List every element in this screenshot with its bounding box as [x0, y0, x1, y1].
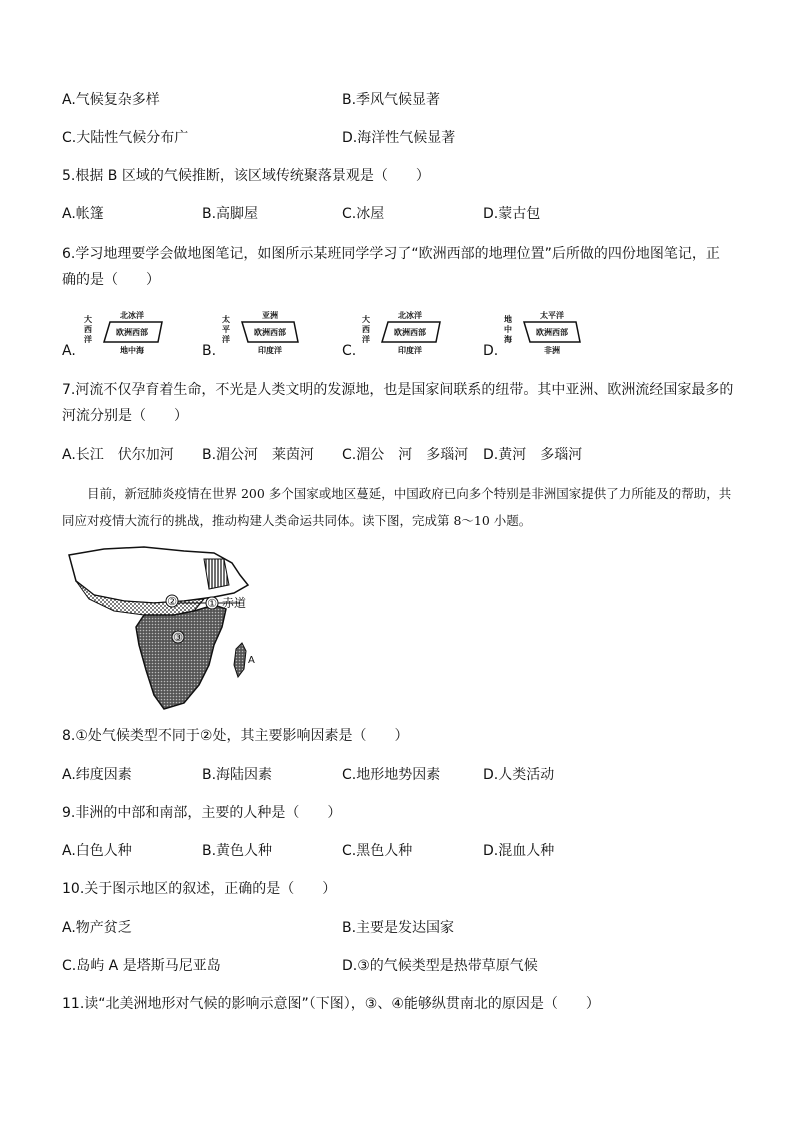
q4-option-d: D.海洋性气候显著	[342, 130, 456, 146]
map-equator-label: 赤道	[222, 596, 247, 610]
q8-option-d: D.人类活动	[483, 767, 555, 783]
q6-option-a-diagram	[80, 308, 175, 356]
q8-option-a: A.纬度因素	[62, 767, 132, 783]
q5-option-b: B.高脚屋	[202, 206, 259, 222]
q4-option-c: C.大陆性气候分布广	[62, 130, 189, 146]
q6-option-b-diagram	[218, 308, 313, 356]
q6-option-c-label: C.	[342, 343, 357, 359]
q6-a-left-2: 西	[84, 325, 92, 334]
q8-option-c: C.地形地势因素	[342, 767, 441, 783]
q6-stem-line2: 确的是（ ）	[62, 272, 160, 288]
map-label-3: ③	[173, 631, 183, 644]
q6-d-center: 欧洲西部	[536, 328, 568, 337]
q6-option-d-diagram	[500, 308, 595, 356]
q8-option-b: B.海陆因素	[202, 767, 273, 783]
q6-b-left-3: 洋	[222, 335, 230, 344]
q6-c-left-2: 西	[362, 325, 370, 334]
map-label-2: ②	[167, 595, 177, 608]
q6-d-left-3: 海	[504, 335, 512, 344]
q7-stem-line2: 河流分别是（ ）	[62, 408, 188, 424]
q7-option-c: C.湄公 河 多瑙河	[342, 447, 469, 463]
q6-c-top: 北冰洋	[398, 311, 422, 320]
q6-option-a-label: A.	[62, 343, 76, 359]
q6-a-left-3: 洋	[84, 335, 92, 344]
q6-b-bottom: 印度洋	[258, 346, 282, 355]
q10-option-b: B.主要是发达国家	[342, 920, 455, 936]
q5-option-a: A.帐篷	[62, 206, 104, 222]
map-island-label: A	[248, 655, 255, 666]
q9-stem: 9.非洲的中部和南部，主要的人种是（ ）	[62, 805, 342, 821]
q5-option-d: D.蒙古包	[483, 206, 541, 222]
africa-map	[64, 545, 264, 715]
q6-b-left-2: 平	[222, 325, 230, 334]
q5-stem: 5.根据 B 区域的气候推断，该区域传统聚落景观是（ ）	[62, 168, 430, 184]
madagascar-island	[234, 643, 246, 677]
q10-option-a: A.物产贫乏	[62, 920, 132, 936]
q6-b-left-1: 太	[222, 315, 230, 324]
q9-option-b: B.黄色人种	[202, 843, 273, 859]
q9-option-c: C.黑色人种	[342, 843, 413, 859]
q8-stem: 8.①处气候类型不同于②处，其主要影响因素是（ ）	[62, 728, 409, 744]
q6-stem-line1: 6.学习地理要学会做地图笔记，如图所示某班同学学习了“欧洲西部的地理位置”后所做的四份地图笔记，正	[62, 246, 720, 262]
q7-option-b: B.湄公河 莱茵河	[202, 447, 315, 463]
q6-d-bottom: 非洲	[544, 346, 560, 355]
q6-c-left-3: 洋	[362, 335, 370, 344]
q6-b-center: 欧洲西部	[254, 328, 286, 337]
q9-option-a: A.白色人种	[62, 843, 132, 859]
q10-option-d: D.③的气候类型是热带草原气候	[342, 958, 538, 974]
map-label-1: ①	[207, 597, 217, 610]
q4-option-b: B.季风气候显著	[342, 92, 441, 108]
q6-option-d-label: D.	[483, 343, 499, 359]
q6-b-top: 亚洲	[262, 311, 278, 320]
q7-option-a: A.长江 伏尔加河	[62, 447, 174, 463]
q6-c-bottom: 印度洋	[398, 346, 422, 355]
q10-stem: 10.关于图示地区的叙述，正确的是（ ）	[62, 881, 337, 897]
q6-c-center: 欧洲西部	[394, 328, 426, 337]
q7-stem-line1: 7.河流不仅孕育着生命，不光是人类文明的发源地，也是国家间联系的纽带。其中亚洲、欧洲流经国家最多的	[62, 382, 734, 398]
q10-option-c: C.岛屿 A 是塔斯马尼亚岛	[62, 958, 221, 974]
central-south-africa	[136, 605, 226, 709]
q6-a-bottom: 地中海	[120, 346, 144, 355]
q6-option-b-label: B.	[202, 343, 217, 359]
q5-option-c: C.冰屋	[342, 206, 385, 222]
q6-a-top: 北冰洋	[120, 311, 144, 320]
q6-a-left-1: 大	[84, 315, 92, 324]
q4-option-a: A.气候复杂多样	[62, 92, 160, 108]
q6-d-left-1: 地	[504, 315, 512, 324]
q6-a-center: 欧洲西部	[116, 328, 148, 337]
q11-stem: 11.读“北美洲地形对气候的影响示意图”（下图），③、④能够纵贯南北的原因是（ ）	[62, 996, 600, 1012]
q7-option-d: D.黄河 多瑙河	[483, 447, 583, 463]
q6-option-c-diagram	[358, 308, 453, 356]
east-highland-region	[204, 559, 229, 589]
q6-c-left-1: 大	[362, 315, 370, 324]
q6-d-left-2: 中	[504, 325, 512, 334]
q9-option-d: D.混血人种	[483, 843, 555, 859]
q6-d-top: 太平洋	[540, 311, 564, 320]
reading-passage: 目前，新冠肺炎疫情在世界 200 多个国家或地区蔓延，中国政府已向多个特别是非洲国家提供了力所能及的帮助，共同应对疫情大流行的挑战，推动构建人类命运共同体。读下图，完成第 8～10 小题。	[62, 486, 732, 528]
